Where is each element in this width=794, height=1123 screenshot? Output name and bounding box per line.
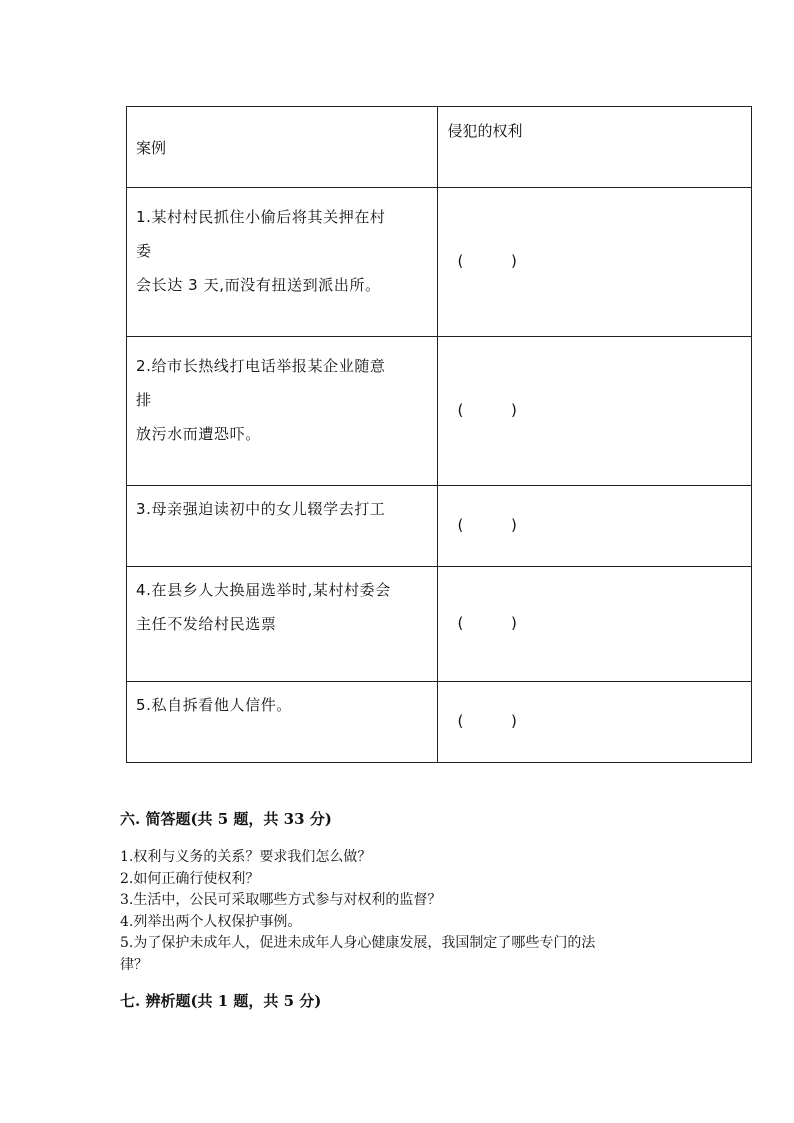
short-answer-question-list bbox=[120, 847, 700, 976]
case-cell bbox=[127, 188, 438, 337]
section-7-heading: 七. 辨析题(共 1 题，共 5 分) bbox=[120, 992, 322, 1010]
answer-blank[interactable]: ( ) bbox=[457, 401, 517, 419]
case-text bbox=[136, 349, 434, 451]
table-row bbox=[127, 486, 752, 567]
case-line: 4.在县乡人大换届选举时,某村村委会 bbox=[136, 581, 391, 599]
case-text bbox=[136, 200, 434, 302]
case-line: 放污水而遭恐吓。 bbox=[136, 425, 261, 443]
question-item: 4.列举出两个人权保护事例。 bbox=[120, 913, 302, 930]
question-item: 3.生活中，公民可采取哪些方式参与对权利的监督？ bbox=[120, 892, 442, 908]
case-line: 会长达 3 天,而没有扭送到派出所。 bbox=[136, 276, 381, 294]
table-row bbox=[127, 682, 752, 763]
question-item: 1.权利与义务的关系？要求我们怎么做？ bbox=[120, 849, 372, 865]
header-right-label: 侵犯的权利 bbox=[447, 122, 523, 140]
answer-blank[interactable]: ( ) bbox=[457, 516, 517, 534]
answer-blank[interactable]: ( ) bbox=[457, 252, 517, 270]
answer-cell bbox=[438, 682, 752, 763]
question-item: 2.如何正确行使权利？ bbox=[120, 870, 260, 887]
answer-cell bbox=[438, 188, 752, 337]
case-line: 委 bbox=[136, 242, 152, 260]
section-6-heading: 六. 简答题(共 5 题，共 33 分) bbox=[120, 810, 332, 828]
case-line: 1.某村村民抓住小偷后将其关押在村 bbox=[136, 208, 386, 226]
rights-table bbox=[126, 106, 752, 763]
header-case-label: 案例 bbox=[136, 139, 167, 157]
case-cell bbox=[127, 337, 438, 486]
header-cell-right bbox=[438, 107, 752, 188]
case-line: 排 bbox=[136, 391, 152, 409]
table-header-row bbox=[127, 107, 752, 188]
case-line: 3.母亲强迫读初中的女儿辍学去打工 bbox=[136, 500, 386, 518]
header-cell-case bbox=[127, 107, 438, 188]
answer-cell bbox=[438, 486, 752, 567]
table-row bbox=[127, 337, 752, 486]
case-line: 主任不发给村民选票 bbox=[136, 615, 277, 633]
answer-blank[interactable]: ( ) bbox=[457, 712, 517, 730]
case-line: 5.私自拆看他人信件。 bbox=[136, 696, 292, 714]
table-row bbox=[127, 567, 752, 682]
case-text bbox=[136, 573, 434, 641]
case-cell bbox=[127, 486, 438, 567]
answer-cell bbox=[438, 567, 752, 682]
table-row bbox=[127, 188, 752, 337]
question-item: 5.为了保护未成年人，促进未成年人身心健康发展，我国制定了哪些专门的法 bbox=[120, 935, 596, 951]
question-item: 律？ bbox=[120, 956, 148, 973]
answer-cell bbox=[438, 337, 752, 486]
case-text bbox=[136, 492, 434, 526]
case-text bbox=[136, 688, 434, 722]
case-line: 2.给市长热线打电话举报某企业随意 bbox=[136, 357, 386, 375]
case-cell bbox=[127, 682, 438, 763]
case-cell bbox=[127, 567, 438, 682]
answer-blank[interactable]: ( ) bbox=[457, 614, 517, 632]
